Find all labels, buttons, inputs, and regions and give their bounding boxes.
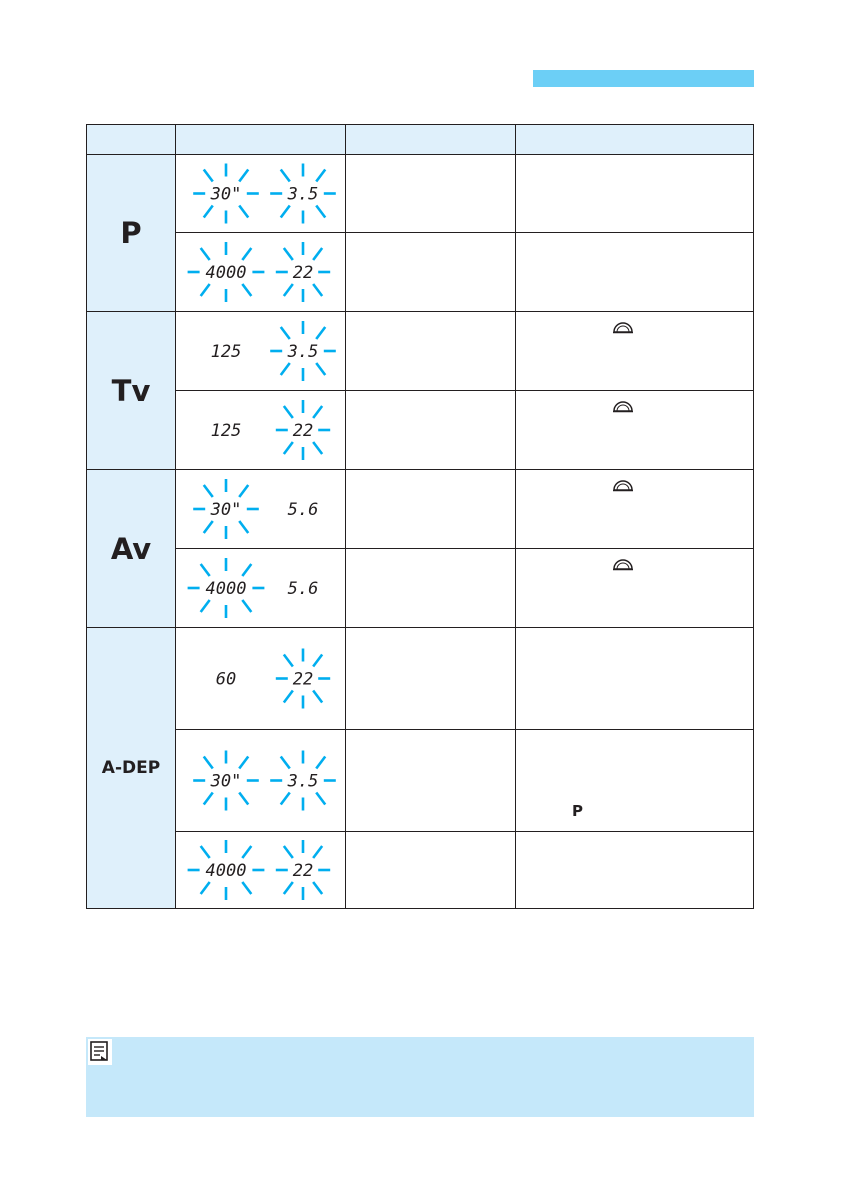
table-row bbox=[87, 628, 754, 730]
table-row bbox=[87, 233, 754, 312]
cause-cell bbox=[346, 549, 516, 628]
shutter-speed-value: 4000 bbox=[205, 263, 247, 283]
exposure-warning-table bbox=[86, 124, 754, 909]
cause-cell bbox=[346, 391, 516, 470]
display-cell bbox=[176, 155, 346, 233]
display-cell bbox=[176, 233, 346, 312]
main-dial-icon bbox=[612, 318, 634, 334]
section-header-bar bbox=[533, 70, 754, 87]
lcd-display bbox=[176, 470, 345, 548]
shutter-speed-value: 125 bbox=[210, 421, 242, 441]
aperture-value: 5.6 bbox=[287, 500, 319, 520]
cause-cell bbox=[346, 832, 516, 909]
lcd-display bbox=[176, 233, 345, 311]
main-dial-icon bbox=[612, 555, 634, 571]
table-row bbox=[87, 832, 754, 909]
display-cell bbox=[176, 730, 346, 832]
aperture-value: 22 bbox=[292, 669, 314, 690]
aperture-value: 22 bbox=[292, 263, 314, 283]
display-cell bbox=[176, 312, 346, 391]
display-cell bbox=[176, 470, 346, 549]
memo-icon bbox=[88, 1039, 112, 1065]
remedy-cell bbox=[516, 470, 754, 549]
table-row bbox=[87, 391, 754, 470]
mode-cell bbox=[87, 155, 176, 312]
lcd-display bbox=[176, 549, 345, 627]
remedy-cell bbox=[516, 549, 754, 628]
shutter-speed-value: 30" bbox=[210, 771, 242, 792]
display-cell bbox=[176, 549, 346, 628]
aperture-value: 5.6 bbox=[287, 579, 319, 599]
display-cell bbox=[176, 628, 346, 730]
lcd-display bbox=[176, 155, 345, 232]
shutter-speed-value: 30" bbox=[210, 184, 242, 205]
note-box bbox=[86, 1037, 754, 1117]
header-cell-display bbox=[176, 125, 346, 155]
mode-label: Av bbox=[110, 531, 152, 566]
remedy-cell bbox=[516, 628, 754, 730]
remedy-cell bbox=[516, 832, 754, 909]
lcd-display bbox=[176, 628, 345, 729]
table-row bbox=[87, 470, 754, 549]
aperture-value: 3.5 bbox=[287, 184, 319, 205]
header-cell-cause bbox=[346, 125, 516, 155]
mode-cell bbox=[87, 470, 176, 628]
p-mode-icon: P bbox=[572, 802, 583, 820]
lcd-display bbox=[176, 312, 345, 390]
header-cell-remedy bbox=[516, 125, 754, 155]
remedy-cell bbox=[516, 155, 754, 233]
shutter-speed-value: 4000 bbox=[205, 579, 247, 599]
shutter-speed-value: 60 bbox=[215, 669, 237, 690]
remedy-cell bbox=[516, 233, 754, 312]
aperture-value: 3.5 bbox=[287, 342, 319, 362]
cause-cell bbox=[346, 628, 516, 730]
display-cell bbox=[176, 832, 346, 909]
remedy-cell bbox=[516, 730, 754, 832]
lcd-display bbox=[176, 730, 345, 831]
cause-cell bbox=[346, 730, 516, 832]
mode-label: Tv bbox=[111, 373, 151, 408]
table-row bbox=[87, 312, 754, 391]
shutter-speed-value: 125 bbox=[210, 342, 242, 362]
mode-label: P bbox=[120, 216, 142, 250]
cause-cell bbox=[346, 470, 516, 549]
remedy-cell bbox=[516, 312, 754, 391]
cause-cell bbox=[346, 312, 516, 391]
aperture-value: 3.5 bbox=[287, 771, 319, 792]
table-row bbox=[87, 155, 754, 233]
lcd-display bbox=[176, 391, 345, 469]
remedy-cell bbox=[516, 391, 754, 470]
mode-cell bbox=[87, 312, 176, 470]
shutter-speed-value: 30" bbox=[210, 500, 242, 520]
mode-label: A-DEP bbox=[101, 758, 161, 778]
table-header-row bbox=[87, 125, 754, 155]
cause-cell bbox=[346, 233, 516, 312]
lcd-display bbox=[176, 832, 345, 908]
main-dial-icon bbox=[612, 476, 634, 492]
header-cell-mode bbox=[87, 125, 176, 155]
display-cell bbox=[176, 391, 346, 470]
aperture-value: 22 bbox=[292, 421, 314, 441]
mode-cell bbox=[87, 628, 176, 909]
table-row bbox=[87, 730, 754, 832]
cause-cell bbox=[346, 155, 516, 233]
table-row bbox=[87, 549, 754, 628]
main-dial-icon bbox=[612, 397, 634, 413]
shutter-speed-value: 4000 bbox=[205, 861, 247, 881]
aperture-value: 22 bbox=[292, 861, 314, 881]
